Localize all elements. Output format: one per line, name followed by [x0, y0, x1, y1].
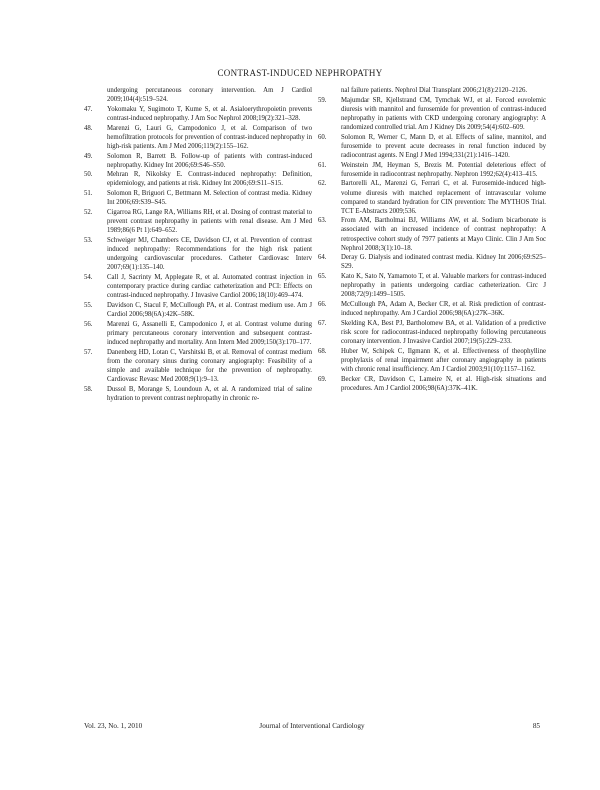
- reference-item: [84, 348, 312, 384]
- reference-continuation: nal failure patients. Nephrol Dial Transplant 2006;21(8):2120–2126.: [341, 87, 528, 94]
- journal-name: Journal of Interventional Cardiology: [259, 722, 365, 730]
- reference-text: Becker CR, Davidson C, Lameire N, et al. High-risk situations and procedures. Am J Cardiol 2006;98(6A):37K–41K.: [341, 375, 546, 392]
- reference-item: [318, 300, 546, 318]
- reference-text: Davidson C, Stacul F, McCullough PA, et al. Contrast medium use. Am J Cardiol 2006;98(6A):42K–58K.: [107, 301, 312, 318]
- reference-item: [84, 273, 312, 300]
- reference-number: 58.: [84, 385, 93, 393]
- reference-text: Solomon R, Werner C, Mann D, et al. Effects of saline, mannitol, and furosemide to prevent acute decreases in renal function induced by radiocontrast agents. N Engl J Med 1994;331(21):1416–1420.: [341, 133, 546, 159]
- reference-text: Marenzi G, Lauri G, Campodonico J, et al. Comparison of two hemofiltration protocols for prevention of contrast-induced nephropathy in high-risk patients. Am J Med 2006;119(2):155–162.: [107, 124, 312, 150]
- reference-continuation: undergoing percutaneous coronary intervention. Am J Cardiol 2009;104(4):519–524.: [107, 87, 312, 104]
- reference-text: Schweiger MJ, Chambers CE, Davidson CJ, et al. Prevention of contrast induced nephropathy: Recommendations for the high risk patient undergoing cardiovascular procedures. Catheter Cardiovasc Interv 2007;69(1):135–140.: [107, 237, 312, 272]
- reference-text: Kato K, Sato N, Yamamoto T, et al. Valuable markers for contrast-induced nephropathy in patients undergoing cardiac catheterization. Circ J 2008;72(9):1499–1505.: [341, 273, 546, 299]
- reference-item: [84, 208, 312, 235]
- reference-number: 49.: [84, 152, 93, 160]
- reference-text: Huber W, Schipek C, Ilgmann K, et al. Effectiveness of theophylline prophylaxis of renal impairment after coronary angiography in patients with chronic renal insufficiency. Am J Cardiol 2003;91(10):1157–1162.: [341, 347, 546, 373]
- reference-text: Dussol B, Morange S, Loundoun A, et al. A randomized trial of saline hydration to prevent contrast nephropathy in chronic re-: [107, 385, 312, 402]
- reference-number: 51.: [84, 190, 93, 198]
- reference-list: [84, 105, 312, 403]
- reference-item: [318, 347, 546, 374]
- reference-item: [84, 236, 312, 272]
- reference-text: Cigarroa RG, Lange RA, Williams RH, et al. Dosing of contrast material to prevent contrast nephropathy in patients with renal disease. Am J Med 1989;86(6 Pt 1):649–652.: [107, 209, 312, 235]
- reference-item: [318, 161, 546, 179]
- reference-item: [318, 133, 546, 160]
- reference-item: [318, 272, 546, 299]
- left-reference-column: [84, 86, 312, 403]
- reference-item: [84, 152, 312, 170]
- reference-text: Deray G. Dialysis and iodinated contrast media. Kidney Int 2006;69:S25–S29.: [341, 254, 546, 271]
- reference-text: Bartorelli AL, Marenzi G, Ferrari C, et al. Furosemide-induced high-volume diuresis with matched replacement of intravascular volume compared to standard hydration for CIN prevention: The MYTHOS Trial. TCT E-Abstracts 2009;536.: [341, 180, 546, 215]
- reference-number: 53.: [84, 237, 93, 244]
- reference-item: [84, 170, 312, 188]
- reference-number: 59.: [318, 96, 327, 104]
- reference-number: 52.: [84, 209, 93, 217]
- reference-number: 54.: [84, 273, 93, 281]
- page-number: 85: [532, 722, 540, 730]
- reference-list: [318, 96, 546, 393]
- reference-text: Skelding KA, Best PJ, Bartholomew BA, et al. Validation of a predictive risk score for radiocontrast-induced nephropathy following percutaneous coronary intervention. J Invasive Cardiol 2007;19(5):229–233.: [341, 319, 546, 346]
- reference-number: 57.: [84, 348, 93, 356]
- reference-text: Call J, Sacrinty M, Applegate R, et al. Automated contrast injection in contemporary practice during cardiac catheterization and PCI: Effects on contrast-induced nephropathy. J Invasive Cardiol 2006;18(10):469–474.: [107, 273, 312, 300]
- reference-number: 47.: [84, 105, 93, 113]
- reference-item: [318, 375, 546, 393]
- reference-item: [318, 319, 546, 346]
- reference-text: Solomon R, Barrett B. Follow-up of patients with contrast-induced nephropathy. Kidney Int 2006;69:S46–S50.: [107, 152, 312, 169]
- reference-text: Majumdar SR, Kjellstrand CM, Tymchak WJ, et al. Forced euvolemic diuresis with mannitol and furosemide for prevention of contrast-induced nephropathy in patients with CKD undergoing coronary angiography: A randomized controlled trial. Am J Kidney Dis 2009;54(4):602–609.: [341, 96, 546, 131]
- reference-item: [84, 189, 312, 207]
- reference-number: 63.: [318, 217, 327, 225]
- reference-number: 66.: [318, 301, 327, 309]
- reference-item: [84, 105, 312, 123]
- reference-number: 61.: [318, 161, 327, 169]
- reference-item: [318, 216, 546, 252]
- reference-number: 56.: [84, 320, 93, 328]
- reference-number: 48.: [84, 124, 93, 132]
- reference-item: [84, 385, 312, 403]
- reference-number: 67.: [318, 319, 327, 327]
- reference-text: Marenzi G, Assanelli E, Campodonico J, et al. Contrast volume during primary percutaneous coronary intervention and subsequent contrast-induced nephropathy and mortality. Ann Intern Med 2009;150(3):170–177.: [107, 320, 312, 346]
- reference-item: [84, 124, 312, 151]
- reference-item: [318, 179, 546, 215]
- reference-item: [318, 96, 546, 132]
- reference-number: 64.: [318, 254, 327, 262]
- reference-item: [318, 253, 546, 271]
- reference-number: 68.: [318, 347, 327, 355]
- reference-number: 55.: [84, 301, 93, 309]
- reference-text: Weinstein JM, Heyman S, Brezis M. Potential deleterious effect of furosemide in radiocontrast nephropathy. Nephron 1992;62(4):413–415.: [341, 161, 546, 178]
- reference-number: 69.: [318, 375, 327, 383]
- reference-text: Mehran R, Nikolsky E. Contrast-induced nephropathy: Definition, epidemiology, and patients at risk. Kidney Int 2006;69:S11–S15.: [107, 171, 312, 188]
- reference-text: McCullough PA, Adam A, Becker CR, et al. Risk prediction of contrast-induced nephropathy. Am J Cardiol 2006;98(6A):27K–36K.: [341, 301, 546, 318]
- volume-info: Vol. 23, No. 1, 2010: [84, 722, 143, 730]
- reference-item: [84, 320, 312, 347]
- reference-text: Yokomaku Y, Sugimoto T, Kume S, et al. Asialoerythropoietin prevents contrast-induced nephropathy. J Am Soc Nephrol 2008;19(2):321–328.: [107, 105, 312, 122]
- reference-text: Danenberg HD, Lotan C, Varshitski B, et al. Removal of contrast medium from the coronary sinus during coronary angiography: Feasibility of a simple and available technique for the prevention of nephropathy. Cardiovasc Revasc Med 2008;9(1):9–13.: [107, 348, 312, 383]
- right-reference-column: [318, 86, 546, 394]
- reference-number: 62.: [318, 180, 327, 188]
- reference-number: 50.: [84, 171, 93, 179]
- reference-item: [84, 301, 312, 319]
- reference-text: Solomon R, Briguori C, Bettmann M. Selection of contrast media. Kidney Int 2006;69:S39–S45.: [107, 190, 312, 207]
- reference-number: 60.: [318, 133, 327, 141]
- reference-text: From AM, Bartholmai BJ, Williams AW, et al. Sodium bicarbonate is associated with an increased incidence of contrast nephropathy: A retrospective cohort study of 7977 patients at Mayo Clinic. Clin J Am Soc Nephrol 2008;3(1):10–18.: [341, 217, 546, 252]
- reference-number: 65.: [318, 273, 327, 281]
- running-head: CONTRAST-INDUCED NEPHROPATHY: [217, 68, 383, 78]
